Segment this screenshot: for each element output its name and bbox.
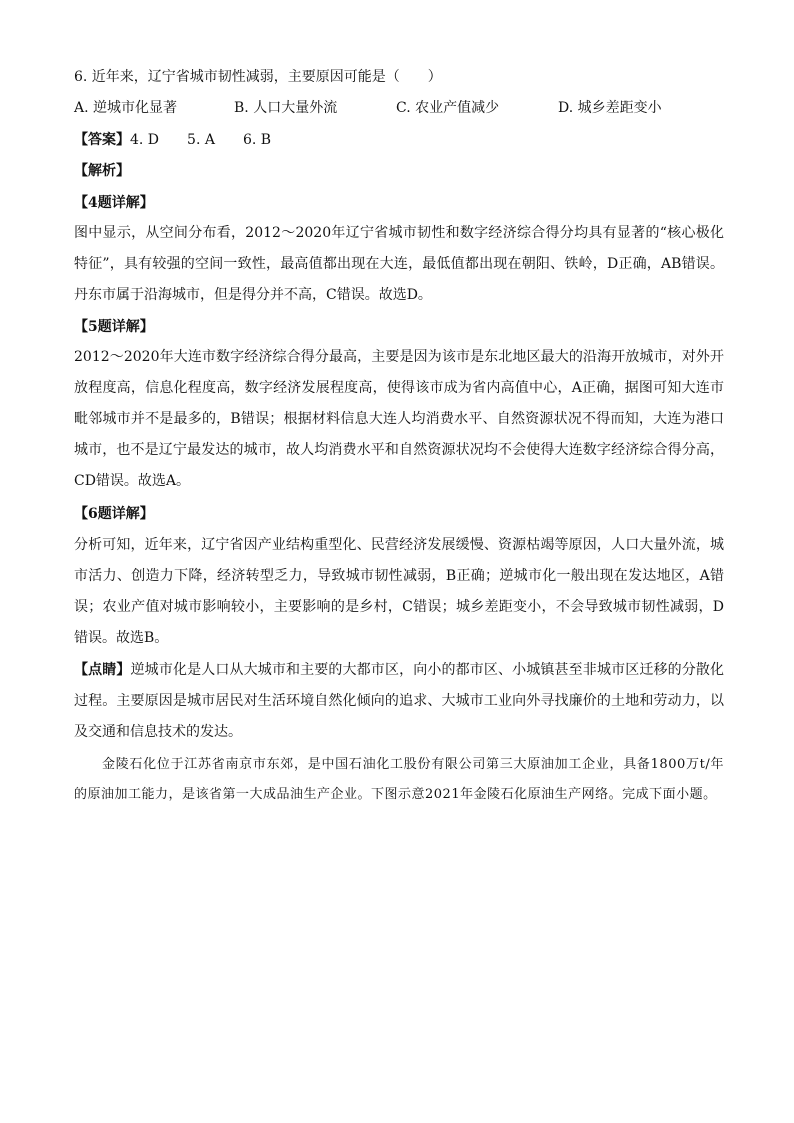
answer-line [74,131,724,149]
answer-tag: 【答案】 [74,132,130,148]
answer-value: 4. D 5. A 6. B [130,132,272,148]
option-d: D. 城乡差距变小 [558,100,662,116]
option-c: C. 农业产值减少 [396,100,500,116]
option-b: B. 人口大量外流 [234,100,338,116]
tip-paragraph [74,655,724,748]
q5-tag: 【5题详解】 [74,319,154,335]
q4-heading [74,194,724,212]
q4-explanation: 图中显示，从空间分布看，2012～2020年辽宁省城市韧性和数字经济综合得分均具有显著的“核心极化特征”，具有较强的空间一致性，最高值都出现在大连，最低值都出现在朝阳、铁岭，D正确，AB错误。丹东市属于沿海城市，但是得分并不高，C错误。故选D。 [74,225,724,303]
q6-explanation: 分析可知，近年来，辽宁省因产业结构重型化、民营经济发展缓慢、资源枯竭等原因，人口大量外流，城市活力、创造力下降，经济转型乏力，导致城市韧性减弱，B正确；逆城市化一般出现在发达地区，A错误；农业产值对城市影响较小，主要影响的是乡村，C错误；城乡差距变小，不会导致城市韧性减弱，D错误。故选B。 [74,537,724,646]
question-6-stem: 6. 近年来，辽宁省城市韧性减弱，主要原因可能是（ ） [74,69,442,85]
q6-tag: 【6题详解】 [74,506,154,522]
q4-tag: 【4题详解】 [74,195,154,211]
analysis-tag: 【解析】 [74,163,130,179]
option-a: A. 逆城市化显著 [74,100,178,116]
question-6-options [74,99,724,119]
q6-heading [74,505,724,523]
q5-explanation: 2012～2020年大连市数字经济综合得分最高，主要是因为该市是东北地区最大的沿海开放城市，对外开放程度高，信息化程度高，数字经济发展程度高，使得该市成为省内高值中心，A正确，据图可知大连市毗邻城市并不是最多的，B错误；根据材料信息大连人均消费水平、自然资源状况不得而知，大连为港口城市，也不是辽宁最发达的城市，故人均消费水平和自然资源状况均不会使得大连数字经济综合得分高，CD错误。故选A。 [74,349,724,489]
q5-heading [74,318,724,336]
tip-text: 逆城市化是人口从大城市和主要的大都市区，向小的都市区、小城镇甚至非城市区迁移的分散化过程。主要原因是城市居民对生活环境自然化倾向的追求、大城市工业向外寻找廉价的土地和劳动力，以及交通和信息技术的发达。 [74,662,725,740]
tip-tag: 【点睛】 [74,662,131,678]
material-intro: 金陵石化位于江苏省南京市东郊，是中国石油化工股份有限公司第三大原油加工企业，具备1800万t/年的原油加工能力，是该省第一大成品油生产企业。下图示意2021年金陵石化原油生产网络。完成下面小题。 [74,757,724,802]
analysis-heading [74,162,724,180]
